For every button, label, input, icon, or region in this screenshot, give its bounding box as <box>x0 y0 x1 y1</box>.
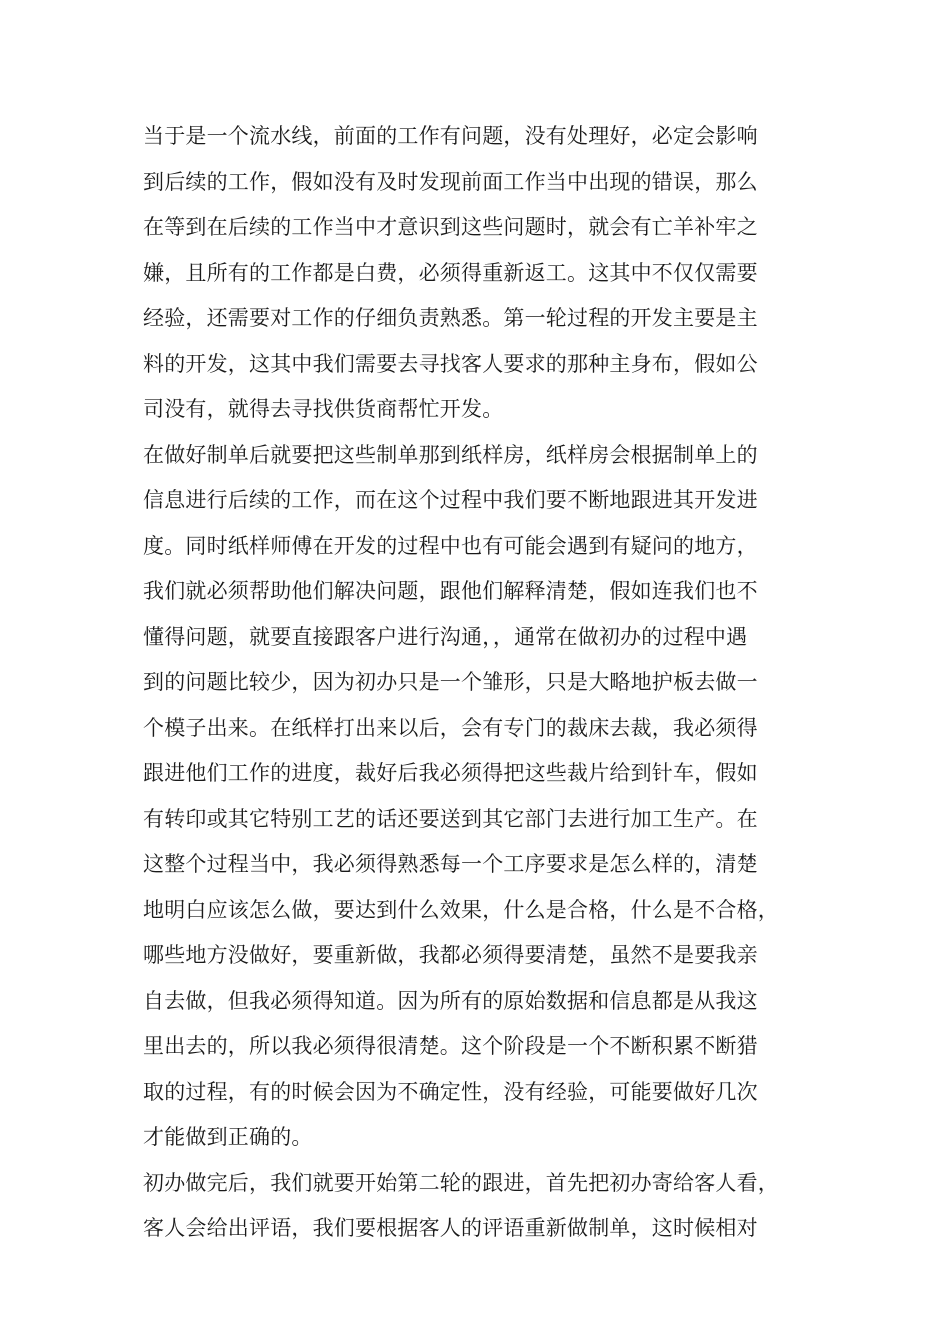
text-line: 司没有，就得去寻找供货商帮忙开发。 <box>143 397 504 421</box>
text-line: 当于是一个流水线，前面的工作有问题，没有处理好，必定会影响 <box>143 124 758 148</box>
text-line: 这整个过程当中，我必须得熟悉每一个工序要求是怎么样的，清楚 <box>143 852 758 876</box>
paragraph <box>143 433 843 1161</box>
document-body <box>143 114 843 1252</box>
text-line: 到后续的工作，假如没有及时发现前面工作当中出现的错误，那么 <box>143 169 758 194</box>
paragraph <box>143 114 843 433</box>
text-line: 我们就必须帮助他们解决问题，跟他们解释清楚，假如连我们也不 <box>143 579 758 603</box>
text-line: 信息进行后续的工作，而在这个过程中我们要不断地跟进其开发进 <box>143 488 758 512</box>
text-line: 哪些地方没做好，要重新做，我都必须得要清楚，虽然不是要我亲 <box>143 943 758 967</box>
text-line: 经验，还需要对工作的仔细负责熟悉。第一轮过程的开发主要是主 <box>143 306 758 330</box>
text-line: 地明白应该怎么做，要达到什么效果，什么是合格，什么是不合格， <box>143 897 779 922</box>
text-line: 自去做，但我必须得知道。因为所有的原始数据和信息都是从我这 <box>143 988 758 1013</box>
text-line: 懂得问题，就要直接跟客户进行沟通，，通常在做初办的过程中遇 <box>143 624 748 649</box>
text-line: 初办做完后，我们就要开始第二轮的跟进，首先把初办寄给客人看， <box>143 1170 779 1195</box>
text-line: 跟进他们工作的进度，裁好后我必须得把这些裁片给到针车，假如 <box>143 761 758 785</box>
text-line: 在做好制单后就要把这些制单那到纸样房，纸样房会根据制单上的 <box>143 442 758 467</box>
text-line: 里出去的，所以我必须得很清楚。这个阶段是一个不断积累不断猎 <box>143 1034 758 1058</box>
text-line: 客人会给出评语，我们要根据客人的评语重新做制单，这时候相对 <box>143 1216 758 1240</box>
text-line: 到的问题比较少，因为初办只是一个雏形，只是大略地护板去做一 <box>143 670 758 694</box>
text-line: 嫌，且所有的工作都是白费，必须得重新返工。这其中不仅仅需要 <box>143 260 758 285</box>
text-line: 料的开发，这其中我们需要去寻找客人要求的那种主身布，假如公 <box>143 351 758 376</box>
text-line: 才能做到正确的。 <box>143 1125 313 1149</box>
text-line: 个模子出来。在纸样打出来以后，会有专门的裁床去裁，我必须得 <box>143 715 758 740</box>
paragraph <box>143 1161 843 1252</box>
text-line: 度。同时纸样师傅在开发的过程中也有可能会遇到有疑问的地方， <box>143 533 758 558</box>
text-line: 取的过程，有的时候会因为不确定性，没有经验，可能要做好几次 <box>143 1079 758 1104</box>
text-line: 有转印或其它特别工艺的话还要送到其它部门去进行加工生产。在 <box>143 806 758 831</box>
text-line: 在等到在后续的工作当中才意识到这些问题时，就会有亡羊补牢之 <box>143 215 758 239</box>
